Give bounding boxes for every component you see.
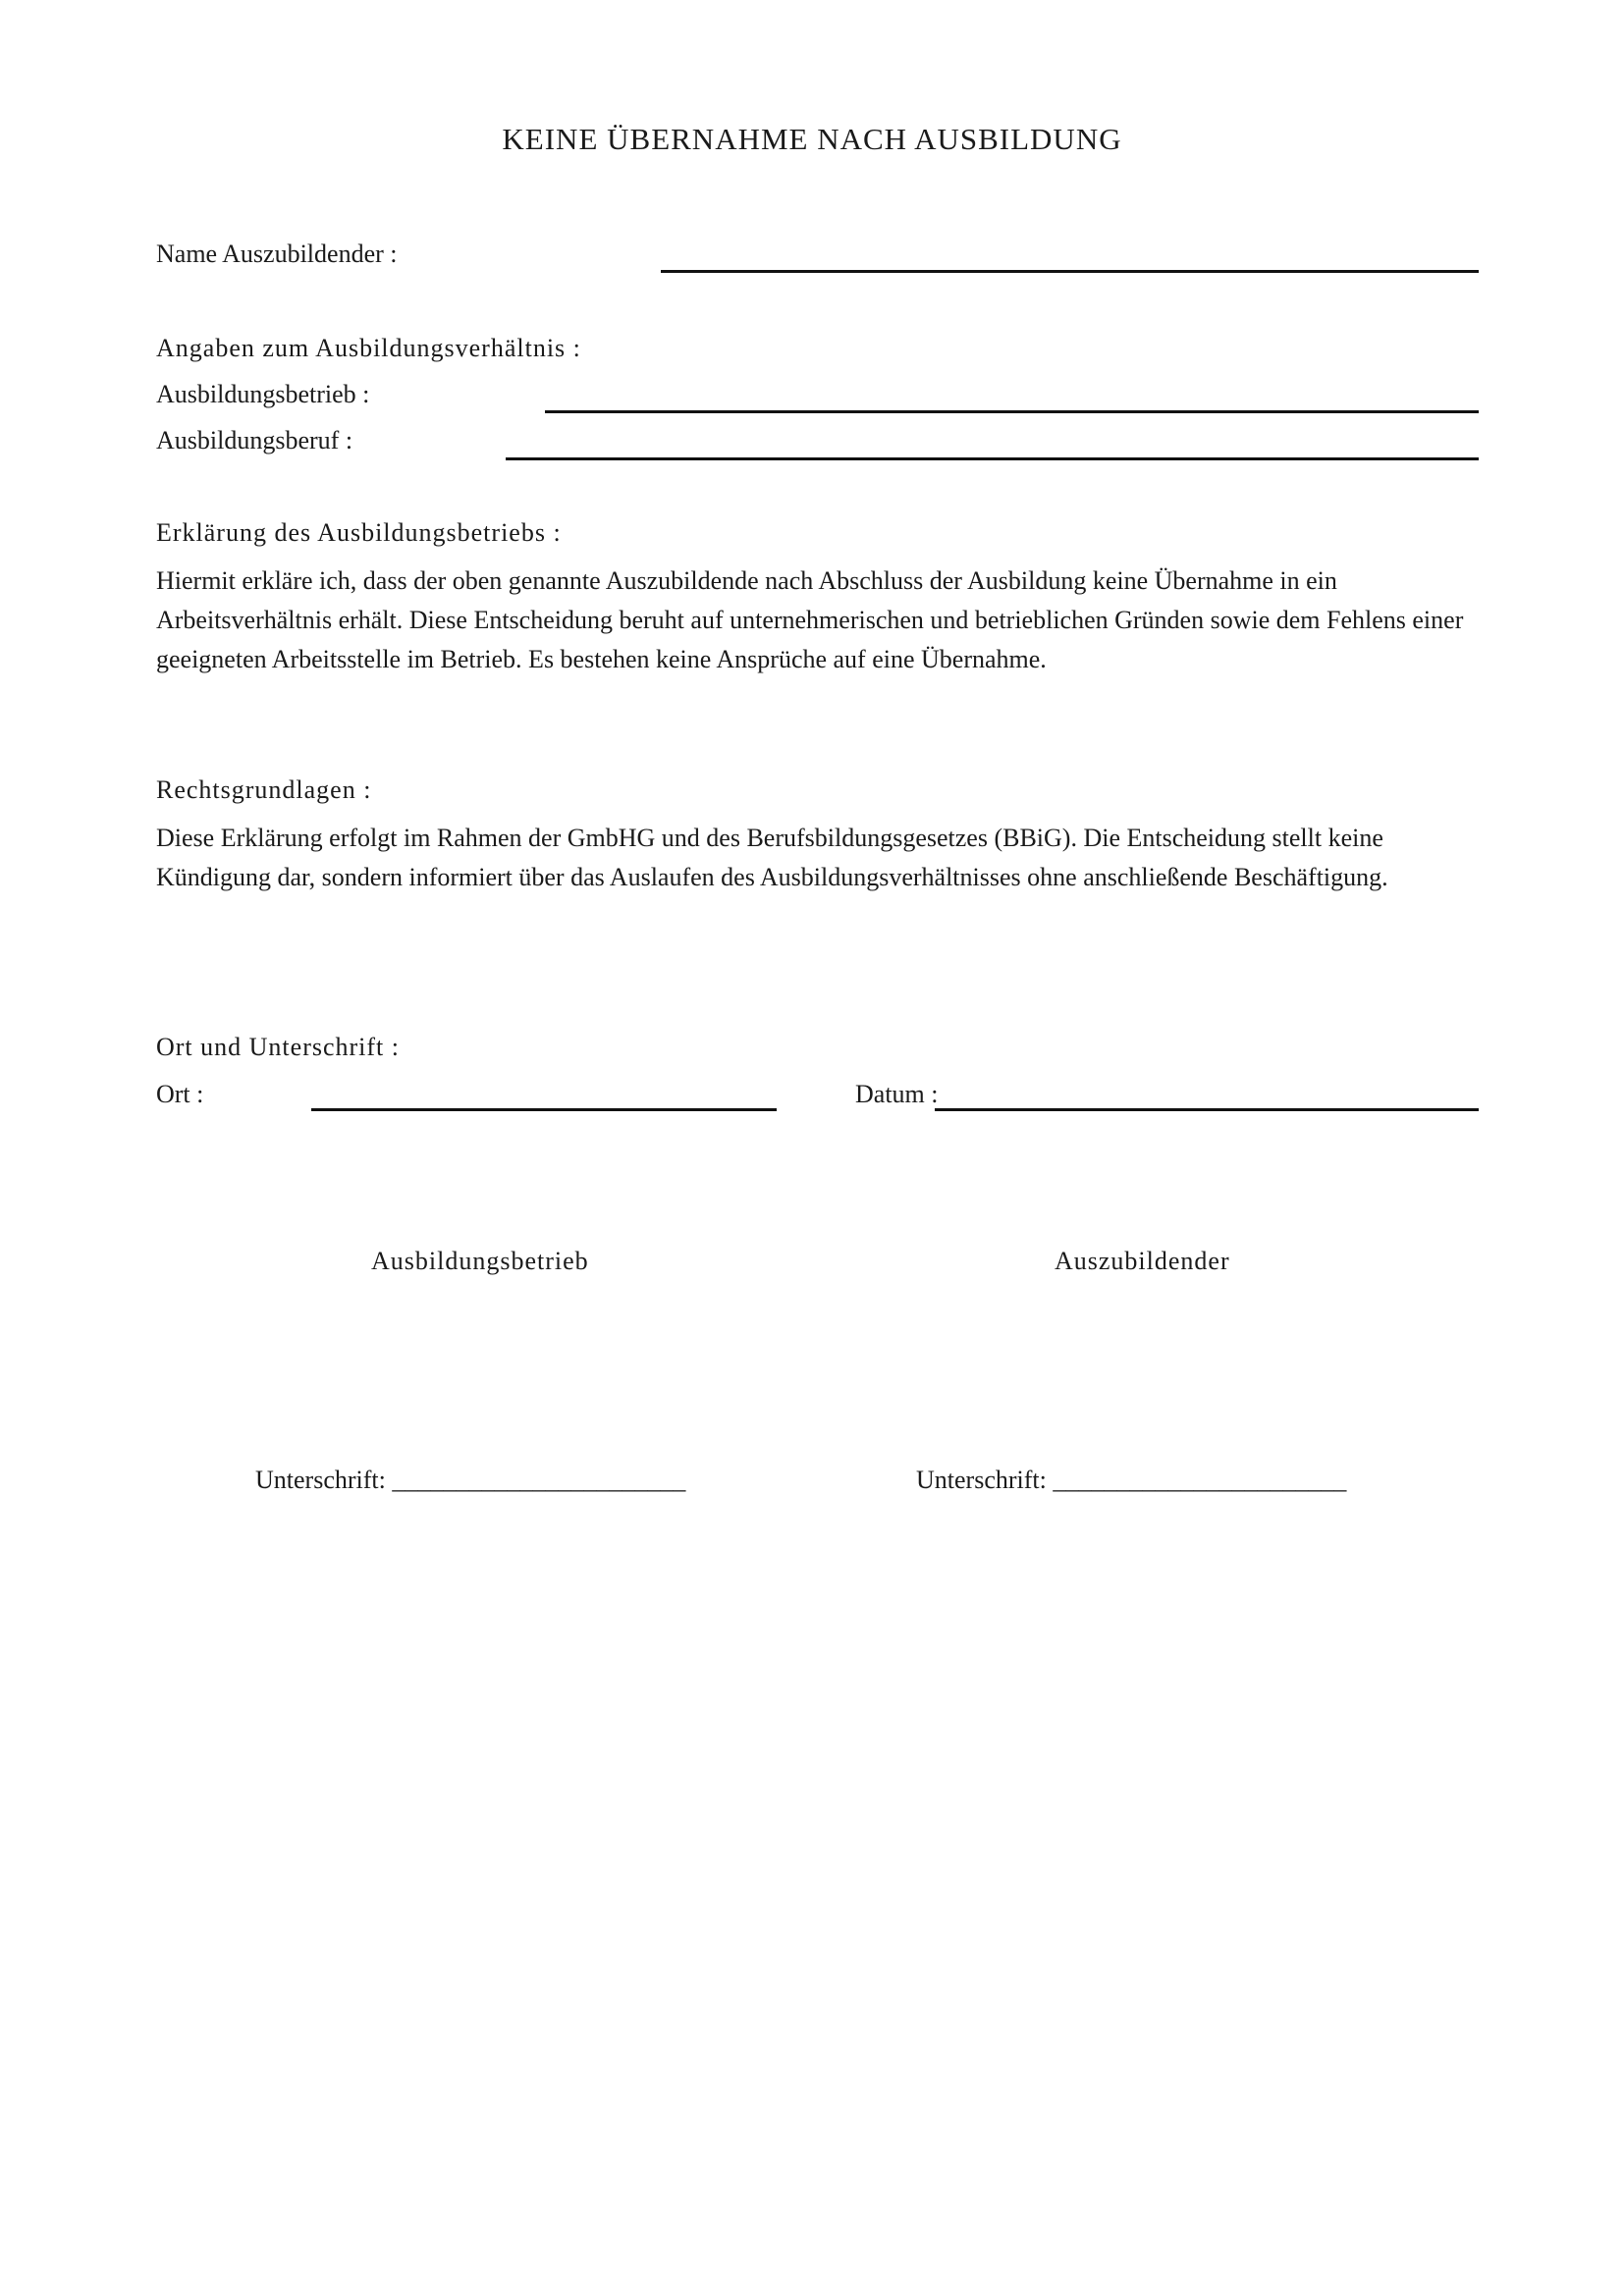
- erklaerung-heading: Erklärung des Ausbildungsbetriebs :: [156, 518, 562, 547]
- ort-field-line[interactable]: [311, 1108, 777, 1111]
- name-field-line[interactable]: [661, 270, 1479, 273]
- betrieb-label: Ausbildungsbetrieb :: [156, 380, 370, 408]
- signature-ausbildungsbetrieb[interactable]: Unterschrift: _______________________: [255, 1466, 686, 1494]
- signature-auszubildender[interactable]: Unterschrift: _______________________: [916, 1466, 1347, 1494]
- beruf-label: Ausbildungsberuf :: [156, 426, 353, 454]
- rechtsgrundlagen-heading: Rechtsgrundlagen :: [156, 775, 372, 804]
- datum-field-line[interactable]: [935, 1108, 1479, 1111]
- party-ausbildungsbetrieb: Ausbildungsbetrieb: [371, 1247, 589, 1275]
- party-auszubildender: Auszubildender: [1055, 1247, 1230, 1275]
- ort-label: Ort :: [156, 1080, 204, 1108]
- beruf-field-line[interactable]: [506, 457, 1479, 460]
- rechtsgrundlagen-text: Diese Erklärung erfolgt im Rahmen der GmbHG und des Berufsbildungsgesetzes (BBiG). Die Entscheidung stellt keine Kündigung dar, sondern informiert über das Auslaufen des Ausbildungsverhältnisses ohne anschließende Beschäftigung.: [156, 824, 1388, 891]
- datum-label: Datum :: [855, 1080, 939, 1108]
- betrieb-field-line[interactable]: [545, 410, 1479, 413]
- section-ausbildung-heading: Angaben zum Ausbildungsverhältnis :: [156, 334, 581, 362]
- ort-unterschrift-heading: Ort und Unterschrift :: [156, 1033, 401, 1061]
- document-title: KEINE ÜBERNAHME NACH AUSBILDUNG: [502, 122, 1122, 156]
- erklaerung-text: Hiermit erkläre ich, dass der oben genannte Auszubildende nach Abschluss der Ausbildung keine Übernahme in ein Arbeitsverhältnis erhält. Diese Entscheidung beruht auf unternehmerischen und betrieblichen Gründen sowie dem Fehlens einer geeigneten Arbeitsstelle im Betrieb. Es bestehen keine Ansprüche auf eine Übernahme.: [156, 566, 1464, 673]
- name-label: Name Auszubildender :: [156, 240, 398, 268]
